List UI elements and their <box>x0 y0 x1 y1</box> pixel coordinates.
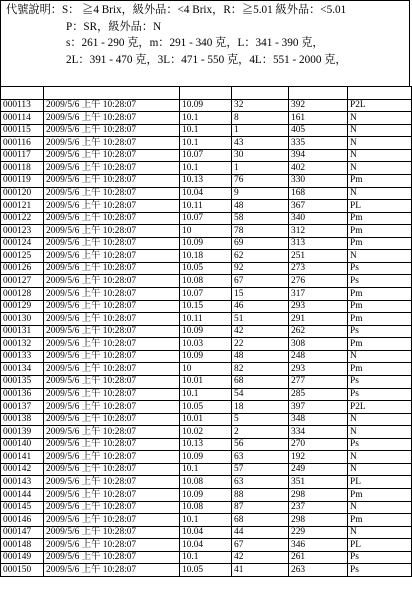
table-row <box>1 451 412 464</box>
table-row <box>1 413 412 426</box>
table-row <box>1 313 412 326</box>
timestamp-cell: 2009/5/6 上午 10:28:07 <box>44 451 180 464</box>
table-row <box>1 325 412 338</box>
id-cell: 000122 <box>1 212 44 225</box>
value-b-cell: 56 <box>232 438 289 451</box>
timestamp-cell: 2009/5/6 上午 10:28:07 <box>44 174 180 187</box>
id-cell: 000115 <box>1 124 44 137</box>
value-b-cell: 2 <box>232 426 289 439</box>
weight-cell: 270 <box>289 438 348 451</box>
grade-cell: N <box>348 250 412 263</box>
value-b-cell: 32 <box>232 99 289 112</box>
value-b-cell: 78 <box>232 225 289 238</box>
value-b-cell: 15 <box>232 288 289 301</box>
value-a-cell: 10.09 <box>180 350 232 363</box>
table-row <box>1 476 412 489</box>
timestamp-cell: 2009/5/6 上午 10:28:07 <box>44 375 180 388</box>
value-a-cell: 10.01 <box>180 413 232 426</box>
value-b-cell: 68 <box>232 514 289 527</box>
value-b-cell: 44 <box>232 526 289 539</box>
value-b-cell: 87 <box>232 501 289 514</box>
value-a-cell: 10.04 <box>180 526 232 539</box>
grade-cell: PL <box>348 476 412 489</box>
grade-cell: Pm <box>348 288 412 301</box>
weight-cell: 277 <box>289 375 348 388</box>
id-cell: 000117 <box>1 149 44 162</box>
id-cell: 000132 <box>1 338 44 351</box>
table-row <box>1 501 412 514</box>
value-b-cell: 82 <box>232 363 289 376</box>
timestamp-cell: 2009/5/6 上午 10:28:07 <box>44 149 180 162</box>
timestamp-cell: 2009/5/6 上午 10:28:07 <box>44 99 180 112</box>
id-cell: 000144 <box>1 489 44 502</box>
grade-cell: N <box>348 124 412 137</box>
table-row <box>1 564 412 577</box>
value-a-cell: 10 <box>180 363 232 376</box>
table-row <box>1 338 412 351</box>
id-cell: 000148 <box>1 539 44 552</box>
id-cell: 000142 <box>1 463 44 476</box>
grade-cell: Pm <box>348 300 412 313</box>
legend-line: s：261 - 290 克，m：291 - 340 克，L：341 - 390 克， <box>66 37 324 50</box>
value-a-cell: 10.1 <box>180 514 232 527</box>
value-b-cell: 68 <box>232 375 289 388</box>
value-a-cell: 10.04 <box>180 187 232 200</box>
value-a-cell: 10.1 <box>180 162 232 175</box>
weight-cell: 249 <box>289 463 348 476</box>
value-a-cell: 10.05 <box>180 564 232 577</box>
value-b-cell: 46 <box>232 300 289 313</box>
value-b-cell: 62 <box>232 250 289 263</box>
grade-cell: PL <box>348 539 412 552</box>
table-row <box>1 401 412 414</box>
value-b-cell: 88 <box>232 489 289 502</box>
value-b-cell: 30 <box>232 149 289 162</box>
grade-cell: Ps <box>348 564 412 577</box>
value-a-cell: 10.1 <box>180 551 232 564</box>
timestamp-cell: 2009/5/6 上午 10:28:07 <box>44 476 180 489</box>
grade-cell: N <box>348 162 412 175</box>
timestamp-cell: 2009/5/6 上午 10:28:07 <box>44 463 180 476</box>
id-cell: 000149 <box>1 551 44 564</box>
weight-cell: 402 <box>289 162 348 175</box>
id-cell: 000120 <box>1 187 44 200</box>
weight-cell: 168 <box>289 187 348 200</box>
weight-cell: 351 <box>289 476 348 489</box>
timestamp-cell: 2009/5/6 上午 10:28:07 <box>44 501 180 514</box>
weight-cell: 273 <box>289 262 348 275</box>
table-row <box>1 375 412 388</box>
timestamp-cell: 2009/5/6 上午 10:28:07 <box>44 526 180 539</box>
value-a-cell: 10.09 <box>180 489 232 502</box>
timestamp-cell: 2009/5/6 上午 10:28:07 <box>44 137 180 150</box>
id-cell: 000134 <box>1 363 44 376</box>
grade-cell: N <box>348 112 412 125</box>
value-a-cell: 10.13 <box>180 174 232 187</box>
weight-cell: 291 <box>289 313 348 326</box>
weight-cell: 293 <box>289 363 348 376</box>
value-b-cell: 48 <box>232 200 289 213</box>
table-row <box>1 237 412 250</box>
id-cell: 000129 <box>1 300 44 313</box>
table-row <box>1 514 412 527</box>
weight-cell: 261 <box>289 551 348 564</box>
id-cell: 000127 <box>1 275 44 288</box>
value-a-cell: 10.07 <box>180 212 232 225</box>
grade-cell: Pm <box>348 338 412 351</box>
data-table-body <box>1 87 412 577</box>
value-a-cell: 10 <box>180 225 232 238</box>
weight-cell: 313 <box>289 237 348 250</box>
table-row <box>1 275 412 288</box>
id-cell: 000126 <box>1 262 44 275</box>
table-row <box>1 124 412 137</box>
grade-cell: Pm <box>348 363 412 376</box>
value-a-cell: 10.03 <box>180 338 232 351</box>
timestamp-cell: 2009/5/6 上午 10:28:07 <box>44 514 180 527</box>
value-b-cell: 57 <box>232 463 289 476</box>
id-cell: 000141 <box>1 451 44 464</box>
weight-cell: 334 <box>289 426 348 439</box>
value-b-cell: 48 <box>232 350 289 363</box>
id-cell: 000125 <box>1 250 44 263</box>
weight-cell: 263 <box>289 564 348 577</box>
id-cell: 000136 <box>1 388 44 401</box>
id-cell: 000116 <box>1 137 44 150</box>
value-a-cell: 10.18 <box>180 250 232 263</box>
legend-line: P：SR，級外品：N <box>66 20 162 33</box>
value-b-cell: 69 <box>232 237 289 250</box>
table-row <box>1 212 412 225</box>
grade-cell: N <box>348 350 412 363</box>
table-row <box>1 526 412 539</box>
table-row <box>1 137 412 150</box>
weight-cell: 248 <box>289 350 348 363</box>
weight-cell: 285 <box>289 388 348 401</box>
id-cell: 000147 <box>1 526 44 539</box>
grade-cell: Pm <box>348 174 412 187</box>
grade-cell: Pm <box>348 225 412 238</box>
timestamp-cell: 2009/5/6 上午 10:28:07 <box>44 564 180 577</box>
value-a-cell: 10.07 <box>180 149 232 162</box>
value-a-cell: 10.1 <box>180 137 232 150</box>
grade-cell: N <box>348 137 412 150</box>
grade-cell: N <box>348 149 412 162</box>
value-a-cell: 10.08 <box>180 275 232 288</box>
value-b-cell: 67 <box>232 275 289 288</box>
grade-cell: N <box>348 413 412 426</box>
value-b-cell: 9 <box>232 187 289 200</box>
value-b-cell: 41 <box>232 564 289 577</box>
grade-cell: Ps <box>348 325 412 338</box>
id-cell: 000139 <box>1 426 44 439</box>
value-b-cell: 51 <box>232 313 289 326</box>
id-cell: 000138 <box>1 413 44 426</box>
grade-cell: Pm <box>348 514 412 527</box>
timestamp-cell: 2009/5/6 上午 10:28:07 <box>44 438 180 451</box>
id-cell: 000146 <box>1 514 44 527</box>
value-a-cell: 10.04 <box>180 539 232 552</box>
weight-cell: 335 <box>289 137 348 150</box>
weight-cell: 192 <box>289 451 348 464</box>
timestamp-cell: 2009/5/6 上午 10:28:07 <box>44 300 180 313</box>
timestamp-cell: 2009/5/6 上午 10:28:07 <box>44 551 180 564</box>
table-row <box>1 162 412 175</box>
timestamp-cell: 2009/5/6 上午 10:28:07 <box>44 426 180 439</box>
table-row <box>1 363 412 376</box>
legend-line: 代號說明：S： ≧4 Brix，級外品：<4 Brix，R：≧5.01 級外品：<5.01 <box>6 4 347 16</box>
table-row <box>1 99 412 112</box>
grade-cell: N <box>348 526 412 539</box>
grade-cell: Ps <box>348 375 412 388</box>
timestamp-cell: 2009/5/6 上午 10:28:07 <box>44 112 180 125</box>
grade-cell: Pm <box>348 237 412 250</box>
grade-cell: N <box>348 501 412 514</box>
timestamp-cell: 2009/5/6 上午 10:28:07 <box>44 539 180 552</box>
value-b-cell: 1 <box>232 162 289 175</box>
timestamp-cell: 2009/5/6 上午 10:28:07 <box>44 237 180 250</box>
table-row <box>1 388 412 401</box>
id-cell: 000137 <box>1 401 44 414</box>
value-b-cell: 63 <box>232 476 289 489</box>
timestamp-cell: 2009/5/6 上午 10:28:07 <box>44 225 180 238</box>
table-row <box>1 225 412 238</box>
value-a-cell: 10.09 <box>180 451 232 464</box>
grade-cell: N <box>348 451 412 464</box>
grade-cell: Pm <box>348 212 412 225</box>
table-row <box>1 300 412 313</box>
value-a-cell: 10.1 <box>180 112 232 125</box>
value-a-cell: 10.11 <box>180 313 232 326</box>
grade-cell: Ps <box>348 388 412 401</box>
id-cell: 000113 <box>1 99 44 112</box>
id-cell: 000140 <box>1 438 44 451</box>
table-row <box>1 288 412 301</box>
weight-cell: 308 <box>289 338 348 351</box>
weight-cell: 293 <box>289 300 348 313</box>
weight-cell: 397 <box>289 401 348 414</box>
id-cell: 000124 <box>1 237 44 250</box>
value-b-cell: 42 <box>232 325 289 338</box>
table-row <box>1 350 412 363</box>
id-cell: 000123 <box>1 225 44 238</box>
weight-cell: 367 <box>289 200 348 213</box>
weight-cell: 346 <box>289 539 348 552</box>
id-cell: 000114 <box>1 112 44 125</box>
timestamp-cell: 2009/5/6 上午 10:28:07 <box>44 401 180 414</box>
grade-cell: PL <box>348 200 412 213</box>
id-cell: 000135 <box>1 375 44 388</box>
weight-cell: 237 <box>289 501 348 514</box>
value-b-cell: 1 <box>232 124 289 137</box>
value-a-cell: 10.02 <box>180 426 232 439</box>
id-cell: 000150 <box>1 564 44 577</box>
value-a-cell: 10.09 <box>180 325 232 338</box>
value-a-cell: 10.13 <box>180 438 232 451</box>
table-row <box>1 250 412 263</box>
grade-cell: N <box>348 187 412 200</box>
timestamp-cell: 2009/5/6 上午 10:28:07 <box>44 313 180 326</box>
id-cell: 000145 <box>1 501 44 514</box>
timestamp-cell: 2009/5/6 上午 10:28:07 <box>44 200 180 213</box>
timestamp-cell: 2009/5/6 上午 10:28:07 <box>44 288 180 301</box>
value-b-cell: 5 <box>232 413 289 426</box>
data-table <box>0 86 412 577</box>
timestamp-cell: 2009/5/6 上午 10:28:07 <box>44 187 180 200</box>
value-b-cell: 54 <box>232 388 289 401</box>
timestamp-cell: 2009/5/6 上午 10:28:07 <box>44 338 180 351</box>
grade-cell: N <box>348 426 412 439</box>
value-a-cell: 10.05 <box>180 401 232 414</box>
timestamp-cell: 2009/5/6 上午 10:28:07 <box>44 350 180 363</box>
value-a-cell: 10.05 <box>180 262 232 275</box>
weight-cell: 340 <box>289 212 348 225</box>
weight-cell: 317 <box>289 288 348 301</box>
legend-line: 2L：391 - 470 克，3L：471 - 550 克，4L：551 - 2000 克， <box>66 53 347 66</box>
grade-cell: Pm <box>348 489 412 502</box>
timestamp-cell: 2009/5/6 上午 10:28:07 <box>44 489 180 502</box>
id-cell: 000133 <box>1 350 44 363</box>
timestamp-cell: 2009/5/6 上午 10:28:07 <box>44 363 180 376</box>
table-row <box>1 187 412 200</box>
value-a-cell: 10.1 <box>180 463 232 476</box>
weight-cell: 394 <box>289 149 348 162</box>
value-a-cell: 10.09 <box>180 237 232 250</box>
timestamp-cell: 2009/5/6 上午 10:28:07 <box>44 275 180 288</box>
grade-cell: P2L <box>348 99 412 112</box>
value-b-cell: 8 <box>232 112 289 125</box>
value-b-cell: 67 <box>232 539 289 552</box>
weight-cell: 229 <box>289 526 348 539</box>
grade-cell: Ps <box>348 551 412 564</box>
weight-cell: 312 <box>289 225 348 238</box>
table-row <box>1 149 412 162</box>
id-cell: 000119 <box>1 174 44 187</box>
table-row <box>1 489 412 502</box>
weight-cell: 262 <box>289 325 348 338</box>
timestamp-cell: 2009/5/6 上午 10:28:07 <box>44 388 180 401</box>
weight-cell: 276 <box>289 275 348 288</box>
value-b-cell: 22 <box>232 338 289 351</box>
timestamp-cell: 2009/5/6 上午 10:28:07 <box>44 262 180 275</box>
value-a-cell: 10.08 <box>180 501 232 514</box>
blank-row <box>1 87 412 100</box>
value-b-cell: 58 <box>232 212 289 225</box>
timestamp-cell: 2009/5/6 上午 10:28:07 <box>44 325 180 338</box>
value-b-cell: 92 <box>232 262 289 275</box>
value-a-cell: 10.08 <box>180 476 232 489</box>
value-b-cell: 76 <box>232 174 289 187</box>
table-row <box>1 551 412 564</box>
id-cell: 000130 <box>1 313 44 326</box>
id-cell: 000143 <box>1 476 44 489</box>
legend-box <box>0 0 410 86</box>
table-row <box>1 200 412 213</box>
id-cell: 000131 <box>1 325 44 338</box>
id-cell: 000121 <box>1 200 44 213</box>
weight-cell: 298 <box>289 514 348 527</box>
weight-cell: 405 <box>289 124 348 137</box>
value-b-cell: 43 <box>232 137 289 150</box>
timestamp-cell: 2009/5/6 上午 10:28:07 <box>44 162 180 175</box>
value-b-cell: 63 <box>232 451 289 464</box>
table-row <box>1 426 412 439</box>
value-a-cell: 10.09 <box>180 99 232 112</box>
value-a-cell: 10.15 <box>180 300 232 313</box>
id-cell: 000118 <box>1 162 44 175</box>
timestamp-cell: 2009/5/6 上午 10:28:07 <box>44 212 180 225</box>
grade-cell: N <box>348 463 412 476</box>
table-row <box>1 438 412 451</box>
table-row <box>1 262 412 275</box>
grade-cell: Ps <box>348 438 412 451</box>
value-a-cell: 10.01 <box>180 375 232 388</box>
grade-cell: P2L <box>348 401 412 414</box>
value-a-cell: 10.1 <box>180 388 232 401</box>
weight-cell: 348 <box>289 413 348 426</box>
grade-cell: Ps <box>348 262 412 275</box>
timestamp-cell: 2009/5/6 上午 10:28:07 <box>44 124 180 137</box>
weight-cell: 251 <box>289 250 348 263</box>
table-row <box>1 174 412 187</box>
grade-cell: Pm <box>348 313 412 326</box>
value-b-cell: 42 <box>232 551 289 564</box>
id-cell: 000128 <box>1 288 44 301</box>
weight-cell: 298 <box>289 489 348 502</box>
weight-cell: 330 <box>289 174 348 187</box>
value-b-cell: 18 <box>232 401 289 414</box>
weight-cell: 161 <box>289 112 348 125</box>
weight-cell: 392 <box>289 99 348 112</box>
table-row <box>1 463 412 476</box>
table-row <box>1 539 412 552</box>
value-a-cell: 10.1 <box>180 124 232 137</box>
timestamp-cell: 2009/5/6 上午 10:28:07 <box>44 413 180 426</box>
grade-cell: Ps <box>348 275 412 288</box>
value-a-cell: 10.11 <box>180 200 232 213</box>
value-a-cell: 10.07 <box>180 288 232 301</box>
table-row <box>1 112 412 125</box>
timestamp-cell: 2009/5/6 上午 10:28:07 <box>44 250 180 263</box>
